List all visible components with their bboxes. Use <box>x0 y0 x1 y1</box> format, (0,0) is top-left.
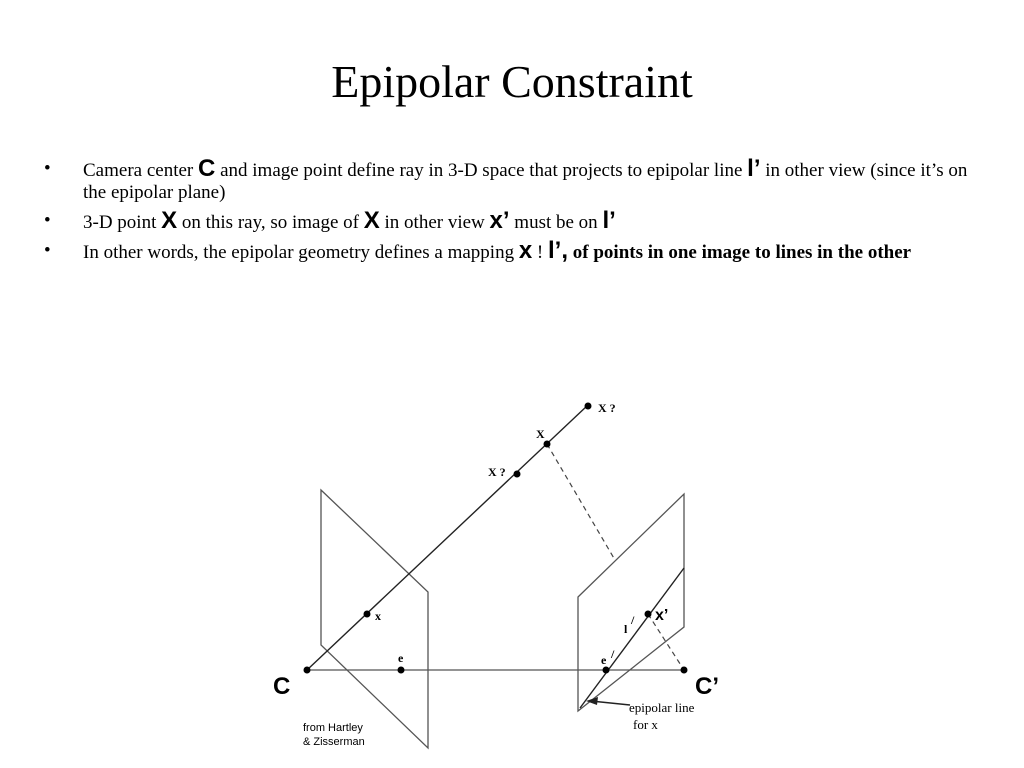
symbol-C: C <box>197 155 216 182</box>
point-x-prime <box>645 611 652 618</box>
bullet-text: and image point define ray in 3-D space that projects to epipolar line <box>215 160 748 181</box>
point-C <box>304 667 311 674</box>
label-x-left: x <box>375 609 381 623</box>
point-C-prime <box>681 667 688 674</box>
credit-line-2: & Zisserman <box>303 736 365 748</box>
bullet-dot: • <box>44 240 51 261</box>
label-C: C <box>273 673 291 700</box>
label-x-prime: x’ <box>655 607 669 624</box>
bullet-text: Camera center <box>83 160 198 181</box>
symbol-l-prime: l’ <box>602 207 616 234</box>
symbol-x-prime: x’ <box>489 207 510 234</box>
label-epipolar-line-1: epipolar line <box>629 700 695 715</box>
label-e-prime-mark: / <box>611 647 615 661</box>
label-X-top: X ? <box>598 401 616 415</box>
label-e-right: e <box>601 653 607 667</box>
point-x-left <box>364 611 371 618</box>
epipolar-line-right <box>580 568 684 708</box>
label-X: X <box>536 427 545 441</box>
bullet-text: in other view (since it’s on the epipolar plane) <box>83 160 968 203</box>
right-image-plane <box>578 494 684 711</box>
mapping-arrow-glyph: ! <box>536 242 544 263</box>
projection-dashed-X <box>547 444 615 560</box>
point-e-left <box>398 667 405 674</box>
bullet-dot: • <box>44 158 51 179</box>
bullet-text: In other words, the epipolar geometry defines a mapping <box>83 242 519 263</box>
point-e-right <box>603 667 610 674</box>
label-l-prime-mark: / <box>631 613 635 627</box>
symbol-l-prime: l’, <box>548 237 569 264</box>
point-X-top <box>585 403 592 410</box>
point-X-low <box>514 471 521 478</box>
slide-title: Epipolar Constraint <box>331 56 693 107</box>
label-X-low: X ? <box>488 465 506 479</box>
label-C-prime: C’ <box>695 673 719 700</box>
bullet-text: 3-D point <box>83 212 162 233</box>
figure-credit <box>303 721 365 749</box>
symbol-X: X <box>363 207 380 234</box>
label-l: l <box>624 622 628 636</box>
symbol-l-prime: l’ <box>747 155 761 182</box>
symbol-x: x <box>518 237 533 264</box>
label-e-left: e <box>398 651 404 665</box>
symbol-X: X <box>161 207 178 234</box>
bullet-text-bold: of points in one image to lines in the other <box>568 242 912 263</box>
label-epipolar-line-2: for x <box>633 717 658 732</box>
bullet-dot: • <box>44 210 51 231</box>
credit-line-1: from Hartley <box>303 722 363 734</box>
point-X <box>544 441 551 448</box>
bullet-text: in other view <box>379 212 490 233</box>
bullet-text: on this ray, so image of <box>177 212 364 233</box>
bullet-text: must be on <box>509 212 603 233</box>
